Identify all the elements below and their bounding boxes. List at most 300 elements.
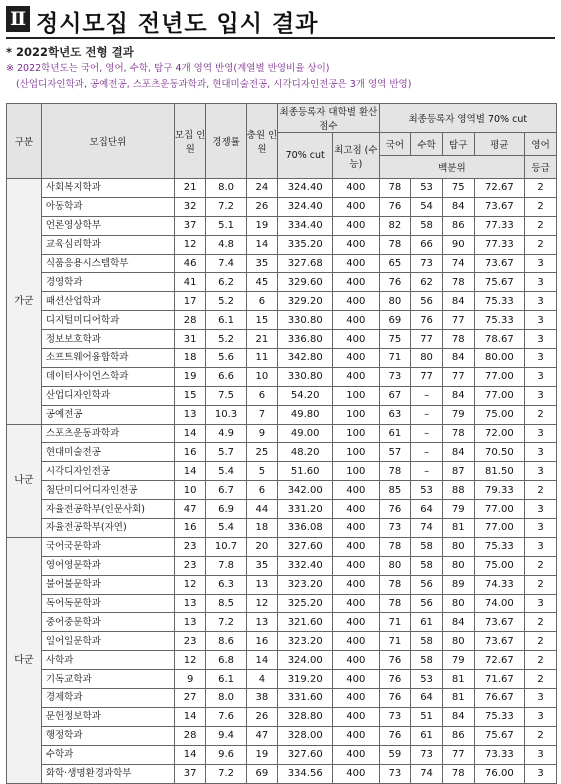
unit-name: 현대미술전공 xyxy=(41,443,174,462)
header-kor: 국어 xyxy=(379,133,411,156)
cell-max: 400 xyxy=(333,670,379,689)
cell-cut70: 336.08 xyxy=(278,519,333,538)
cell-cut70: 328.80 xyxy=(278,707,333,726)
table-row xyxy=(7,367,557,386)
cell-ratio: 4.8 xyxy=(206,235,246,254)
cell-kor: 76 xyxy=(379,689,411,708)
cell-avg: 72.00 xyxy=(474,424,525,443)
cell-ratio: 6.2 xyxy=(206,273,246,292)
table-row xyxy=(7,405,557,424)
cell-max: 400 xyxy=(333,632,379,651)
cell-eng: 3 xyxy=(525,330,557,349)
cell-recruit: 12 xyxy=(174,575,206,594)
unit-name: 독어독문학과 xyxy=(41,594,174,613)
cell-max: 400 xyxy=(333,197,379,216)
cell-kor: 78 xyxy=(379,537,411,556)
cell-max: 400 xyxy=(333,764,379,783)
unit-name: 행정학과 xyxy=(41,726,174,745)
cell-max: 400 xyxy=(333,726,379,745)
cell-reg: 19 xyxy=(246,216,278,235)
cell-eng: 2 xyxy=(525,235,557,254)
cell-recruit: 14 xyxy=(174,707,206,726)
cell-math: 58 xyxy=(411,537,443,556)
cell-eng: 3 xyxy=(525,707,557,726)
cell-eng: 3 xyxy=(525,254,557,273)
cell-avg: 81.50 xyxy=(474,462,525,481)
cell-avg: 73.67 xyxy=(474,197,525,216)
cell-cut70: 324.40 xyxy=(278,179,333,198)
unit-name: 사회복지학과 xyxy=(41,179,174,198)
cell-kor: 65 xyxy=(379,254,411,273)
cell-avg: 73.33 xyxy=(474,745,525,764)
title-divider xyxy=(6,37,555,39)
table-row xyxy=(7,311,557,330)
notes xyxy=(6,44,556,93)
cell-cut70: 327.68 xyxy=(278,254,333,273)
cell-kor: 75 xyxy=(379,330,411,349)
cell-kor: 67 xyxy=(379,386,411,405)
cell-eng: 3 xyxy=(525,349,557,368)
cell-reg: 35 xyxy=(246,556,278,575)
cell-eng: 3 xyxy=(525,500,557,519)
cell-math: 56 xyxy=(411,292,443,311)
cell-math: 61 xyxy=(411,726,443,745)
cell-ratio: 6.1 xyxy=(206,670,246,689)
cell-reg: 26 xyxy=(246,707,278,726)
cell-recruit: 37 xyxy=(174,764,206,783)
group-label: 다군 xyxy=(7,537,42,783)
cell-reg: 25 xyxy=(246,443,278,462)
cell-math: 80 xyxy=(411,349,443,368)
cell-inq: 90 xyxy=(442,235,474,254)
cell-cut70: 323.20 xyxy=(278,632,333,651)
cell-ratio: 6.3 xyxy=(206,575,246,594)
cell-ratio: 7.8 xyxy=(206,556,246,575)
cell-kor: 73 xyxy=(379,764,411,783)
cell-max: 400 xyxy=(333,330,379,349)
cell-ratio: 5.7 xyxy=(206,443,246,462)
unit-name: 정보보호학과 xyxy=(41,330,174,349)
cell-eng: 3 xyxy=(525,311,557,330)
cell-kor: 78 xyxy=(379,462,411,481)
header-recruit: 모집 인원 xyxy=(174,104,206,179)
cell-ratio: 8.0 xyxy=(206,179,246,198)
cell-avg: 75.00 xyxy=(474,556,525,575)
cell-ratio: 6.8 xyxy=(206,651,246,670)
cell-eng: 2 xyxy=(525,651,557,670)
cell-inq: 89 xyxy=(442,575,474,594)
cell-reg: 15 xyxy=(246,311,278,330)
cell-math: 51 xyxy=(411,707,443,726)
cell-eng: 3 xyxy=(525,745,557,764)
cell-inq: 79 xyxy=(442,651,474,670)
cell-inq: 79 xyxy=(442,405,474,424)
table-row xyxy=(7,632,557,651)
cell-recruit: 15 xyxy=(174,386,206,405)
cell-inq: 84 xyxy=(442,443,474,462)
unit-name: 불어불문학과 xyxy=(41,575,174,594)
cell-ratio: 5.2 xyxy=(206,330,246,349)
header-ratio: 경쟁률 xyxy=(206,104,246,179)
cell-ratio: 7.5 xyxy=(206,386,246,405)
table-row xyxy=(7,613,557,632)
cell-avg: 71.67 xyxy=(474,670,525,689)
cell-math: 56 xyxy=(411,594,443,613)
cell-recruit: 46 xyxy=(174,254,206,273)
cell-reg: 10 xyxy=(246,367,278,386)
cell-kor: 76 xyxy=(379,670,411,689)
cell-max: 400 xyxy=(333,367,379,386)
cell-max: 100 xyxy=(333,462,379,481)
cell-avg: 72.67 xyxy=(474,651,525,670)
unit-name: 자율전공학부(자연) xyxy=(41,519,174,538)
cell-max: 400 xyxy=(333,292,379,311)
unit-name: 수학과 xyxy=(41,745,174,764)
cell-math: – xyxy=(411,443,443,462)
unit-name: 디지털미디어학과 xyxy=(41,311,174,330)
unit-name: 언론영상학부 xyxy=(41,216,174,235)
cell-kor: 71 xyxy=(379,349,411,368)
cell-recruit: 47 xyxy=(174,500,206,519)
cell-inq: 78 xyxy=(442,273,474,292)
cell-eng: 2 xyxy=(525,632,557,651)
note-year: * 2022학년도 전형 결과 xyxy=(6,45,134,59)
note-areas: ※ 2022학년도는 국어, 영어, 수학, 탐구 4개 영역 반영(계열별 반영비율 상이) xyxy=(6,63,330,74)
table-row xyxy=(7,235,557,254)
cell-math: 53 xyxy=(411,670,443,689)
cell-reg: 69 xyxy=(246,764,278,783)
cell-reg: 4 xyxy=(246,670,278,689)
cell-recruit: 18 xyxy=(174,349,206,368)
cell-inq: 86 xyxy=(442,216,474,235)
cell-eng: 3 xyxy=(525,424,557,443)
cell-recruit: 17 xyxy=(174,292,206,311)
cell-reg: 16 xyxy=(246,632,278,651)
cell-eng: 3 xyxy=(525,594,557,613)
cell-avg: 73.67 xyxy=(474,254,525,273)
cell-recruit: 23 xyxy=(174,632,206,651)
cell-inq: 80 xyxy=(442,632,474,651)
cell-eng: 3 xyxy=(525,273,557,292)
cell-inq: 88 xyxy=(442,481,474,500)
cell-avg: 75.00 xyxy=(474,405,525,424)
header-max: 최고점 (수능) xyxy=(333,133,379,179)
cell-inq: 84 xyxy=(442,197,474,216)
cell-cut70: 327.60 xyxy=(278,537,333,556)
cell-max: 400 xyxy=(333,556,379,575)
cell-math: 54 xyxy=(411,197,443,216)
cell-inq: 81 xyxy=(442,670,474,689)
cell-reg: 35 xyxy=(246,254,278,273)
note-exceptions: (산업디자인학과, 공예전공, 스포츠운동과학과, 현대미술전공, 시각디자인전공은 3개 영역 반영) xyxy=(16,79,412,90)
cell-cut70: 342.80 xyxy=(278,349,333,368)
cell-avg: 79.33 xyxy=(474,481,525,500)
cell-kor: 76 xyxy=(379,500,411,519)
cell-kor: 80 xyxy=(379,556,411,575)
cell-cut70: 327.60 xyxy=(278,745,333,764)
section-numeral: Ⅱ xyxy=(6,6,30,32)
cell-math: 58 xyxy=(411,216,443,235)
cell-max: 400 xyxy=(333,179,379,198)
cell-avg: 70.50 xyxy=(474,443,525,462)
cell-ratio: 5.4 xyxy=(206,519,246,538)
cell-max: 400 xyxy=(333,311,379,330)
cell-avg: 75.33 xyxy=(474,707,525,726)
cell-math: 56 xyxy=(411,575,443,594)
cell-eng: 2 xyxy=(525,216,557,235)
header-inq: 탐구 xyxy=(442,133,474,156)
cell-max: 400 xyxy=(333,481,379,500)
cell-avg: 72.67 xyxy=(474,179,525,198)
results-table xyxy=(6,103,557,784)
cell-cut70: 321.60 xyxy=(278,613,333,632)
cell-kor: 78 xyxy=(379,235,411,254)
cell-eng: 2 xyxy=(525,481,557,500)
cell-cut70: 54.20 xyxy=(278,386,333,405)
cell-max: 100 xyxy=(333,443,379,462)
cell-avg: 74.00 xyxy=(474,594,525,613)
cell-reg: 7 xyxy=(246,405,278,424)
cell-reg: 13 xyxy=(246,613,278,632)
header-pct70: 70% cut xyxy=(278,133,333,179)
cell-eng: 3 xyxy=(525,537,557,556)
header-percentile: 백분위 xyxy=(379,156,525,179)
cell-inq: 80 xyxy=(442,594,474,613)
cell-math: 66 xyxy=(411,235,443,254)
cell-max: 400 xyxy=(333,349,379,368)
cell-cut70: 325.20 xyxy=(278,594,333,613)
table-row xyxy=(7,254,557,273)
cell-recruit: 27 xyxy=(174,689,206,708)
cell-ratio: 5.2 xyxy=(206,292,246,311)
cell-eng: 3 xyxy=(525,386,557,405)
header-eng: 영어 xyxy=(525,133,557,156)
unit-name: 화학·생명환경과학부 xyxy=(41,764,174,783)
cell-inq: 84 xyxy=(442,349,474,368)
cell-ratio: 4.9 xyxy=(206,424,246,443)
cell-max: 400 xyxy=(333,235,379,254)
cell-math: 53 xyxy=(411,179,443,198)
table-row xyxy=(7,519,557,538)
cell-cut70: 334.56 xyxy=(278,764,333,783)
cell-cut70: 48.20 xyxy=(278,443,333,462)
unit-name: 산업디자인학과 xyxy=(41,386,174,405)
cell-recruit: 28 xyxy=(174,311,206,330)
unit-name: 경제학과 xyxy=(41,689,174,708)
cell-avg: 77.00 xyxy=(474,519,525,538)
cell-max: 400 xyxy=(333,254,379,273)
cell-ratio: 6.6 xyxy=(206,367,246,386)
cell-ratio: 6.1 xyxy=(206,311,246,330)
cell-eng: 3 xyxy=(525,292,557,311)
cell-ratio: 5.1 xyxy=(206,216,246,235)
unit-name: 아동학과 xyxy=(41,197,174,216)
cell-math: 77 xyxy=(411,330,443,349)
cell-math: – xyxy=(411,462,443,481)
cell-recruit: 31 xyxy=(174,330,206,349)
cell-kor: 73 xyxy=(379,707,411,726)
cell-reg: 14 xyxy=(246,651,278,670)
cell-ratio: 9.4 xyxy=(206,726,246,745)
unit-name: 영어영문학과 xyxy=(41,556,174,575)
table-row xyxy=(7,707,557,726)
header-reg: 충원 인원 xyxy=(246,104,278,179)
table-row xyxy=(7,500,557,519)
table-row xyxy=(7,689,557,708)
unit-name: 데이터사이언스학과 xyxy=(41,367,174,386)
cell-eng: 3 xyxy=(525,462,557,481)
cell-eng: 3 xyxy=(525,367,557,386)
unit-name: 시각디자인전공 xyxy=(41,462,174,481)
cell-avg: 73.67 xyxy=(474,632,525,651)
cell-recruit: 23 xyxy=(174,556,206,575)
cell-max: 400 xyxy=(333,500,379,519)
cell-math: – xyxy=(411,386,443,405)
cell-reg: 9 xyxy=(246,424,278,443)
table-row xyxy=(7,670,557,689)
cell-reg: 11 xyxy=(246,349,278,368)
cell-math: 73 xyxy=(411,745,443,764)
cell-cut70: 323.20 xyxy=(278,575,333,594)
cell-cut70: 332.40 xyxy=(278,556,333,575)
table-row xyxy=(7,651,557,670)
header-unit: 모집단위 xyxy=(41,104,174,179)
table-row xyxy=(7,764,557,783)
table-row xyxy=(7,179,557,198)
cell-math: 64 xyxy=(411,689,443,708)
cell-kor: 57 xyxy=(379,443,411,462)
cell-max: 400 xyxy=(333,689,379,708)
unit-name: 문헌정보학과 xyxy=(41,707,174,726)
cell-recruit: 32 xyxy=(174,197,206,216)
cell-ratio: 5.6 xyxy=(206,349,246,368)
cell-avg: 80.00 xyxy=(474,349,525,368)
cell-recruit: 12 xyxy=(174,235,206,254)
cell-max: 400 xyxy=(333,745,379,764)
cell-math: 58 xyxy=(411,556,443,575)
unit-name: 사학과 xyxy=(41,651,174,670)
cell-cut70: 331.20 xyxy=(278,500,333,519)
cell-cut70: 51.60 xyxy=(278,462,333,481)
cell-cut70: 331.60 xyxy=(278,689,333,708)
table-row xyxy=(7,273,557,292)
cell-inq: 78 xyxy=(442,424,474,443)
table-row xyxy=(7,349,557,368)
cell-kor: 71 xyxy=(379,613,411,632)
cell-kor: 71 xyxy=(379,632,411,651)
cell-cut70: 324.40 xyxy=(278,197,333,216)
cell-kor: 76 xyxy=(379,726,411,745)
cell-ratio: 7.2 xyxy=(206,197,246,216)
cell-cut70: 342.00 xyxy=(278,481,333,500)
cell-cut70: 336.80 xyxy=(278,330,333,349)
cell-inq: 78 xyxy=(442,330,474,349)
unit-name: 자율전공학부(인문사회) xyxy=(41,500,174,519)
cell-max: 100 xyxy=(333,405,379,424)
header-area: 최종등록자 영역별 70% cut xyxy=(379,104,556,133)
cell-kor: 59 xyxy=(379,745,411,764)
cell-math: – xyxy=(411,424,443,443)
cell-math: 64 xyxy=(411,500,443,519)
cell-avg: 78.67 xyxy=(474,330,525,349)
cell-inq: 87 xyxy=(442,462,474,481)
cell-max: 100 xyxy=(333,424,379,443)
cell-avg: 75.33 xyxy=(474,292,525,311)
cell-reg: 26 xyxy=(246,197,278,216)
cell-ratio: 9.6 xyxy=(206,745,246,764)
cell-cut70: 329.60 xyxy=(278,273,333,292)
cell-cut70: 335.20 xyxy=(278,235,333,254)
cell-eng: 2 xyxy=(525,197,557,216)
cell-eng: 3 xyxy=(525,519,557,538)
header-grade: 등급 xyxy=(525,156,557,179)
cell-max: 400 xyxy=(333,575,379,594)
unit-name: 식품응용시스템학부 xyxy=(41,254,174,273)
cell-recruit: 13 xyxy=(174,594,206,613)
cell-recruit: 14 xyxy=(174,424,206,443)
table-row xyxy=(7,216,557,235)
cell-reg: 44 xyxy=(246,500,278,519)
group-label: 가군 xyxy=(7,179,42,425)
cell-inq: 77 xyxy=(442,745,474,764)
cell-eng: 2 xyxy=(525,726,557,745)
cell-reg: 21 xyxy=(246,330,278,349)
cell-cut70: 330.80 xyxy=(278,311,333,330)
unit-name: 스포츠운동과학과 xyxy=(41,424,174,443)
page-title: 정시모집 전년도 입시 결과 xyxy=(36,11,319,37)
cell-recruit: 14 xyxy=(174,462,206,481)
cell-ratio: 5.4 xyxy=(206,462,246,481)
cell-max: 400 xyxy=(333,216,379,235)
cell-ratio: 6.9 xyxy=(206,500,246,519)
cell-inq: 79 xyxy=(442,500,474,519)
cell-inq: 77 xyxy=(442,367,474,386)
cell-recruit: 13 xyxy=(174,613,206,632)
cell-cut70: 49.00 xyxy=(278,424,333,443)
cell-inq: 84 xyxy=(442,613,474,632)
cell-eng: 2 xyxy=(525,613,557,632)
cell-reg: 13 xyxy=(246,575,278,594)
cell-recruit: 37 xyxy=(174,216,206,235)
cell-avg: 74.33 xyxy=(474,575,525,594)
cell-max: 400 xyxy=(333,537,379,556)
cell-recruit: 9 xyxy=(174,670,206,689)
cell-math: – xyxy=(411,405,443,424)
cell-ratio: 7.2 xyxy=(206,613,246,632)
cell-inq: 84 xyxy=(442,707,474,726)
unit-name: 패션산업학과 xyxy=(41,292,174,311)
cell-avg: 77.00 xyxy=(474,386,525,405)
cell-reg: 14 xyxy=(246,235,278,254)
cell-math: 58 xyxy=(411,651,443,670)
unit-name: 교육심리학과 xyxy=(41,235,174,254)
cell-avg: 76.00 xyxy=(474,764,525,783)
cell-avg: 75.33 xyxy=(474,311,525,330)
cell-cut70: 330.80 xyxy=(278,367,333,386)
cell-reg: 38 xyxy=(246,689,278,708)
cell-kor: 76 xyxy=(379,651,411,670)
cell-math: 73 xyxy=(411,254,443,273)
header-math: 수학 xyxy=(411,133,443,156)
cell-reg: 24 xyxy=(246,179,278,198)
table-row xyxy=(7,462,557,481)
cell-reg: 19 xyxy=(246,745,278,764)
cell-inq: 84 xyxy=(442,292,474,311)
table-row xyxy=(7,292,557,311)
cell-cut70: 329.20 xyxy=(278,292,333,311)
cell-max: 400 xyxy=(333,519,379,538)
unit-name: 국어국문학과 xyxy=(41,537,174,556)
